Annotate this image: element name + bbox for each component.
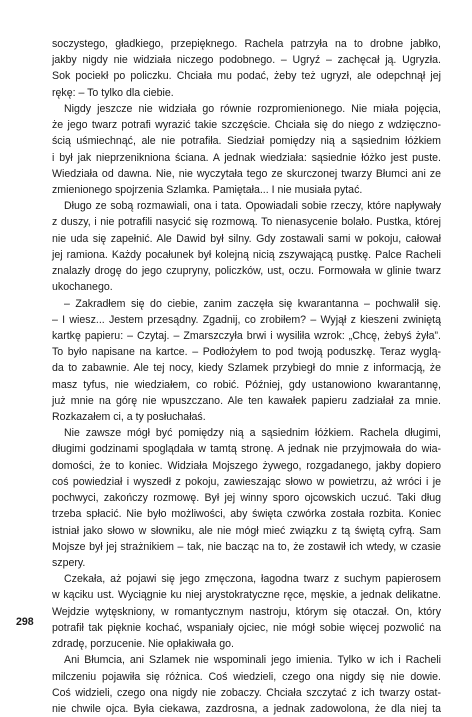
text-line: Nie zawsze mógł być pomiędzy nią a sąsiednim łóżkiem. Rachela długimi,	[64, 427, 441, 440]
text-line: Rozkazałem ci, a ty posłuchałaś.	[52, 411, 206, 424]
text-line: jakby nigdy nie widziała niczego podobnego. – Ugryź – zachęcał ją. Ugryzła.	[52, 54, 441, 67]
text-line: nie chwile ojca. Była ciekawa, zazdrosna, a jednak zadowolona, że dla niej ta	[52, 702, 441, 715]
text-line: – Zakradłem się do ciebie, zanim zaczęła się kwarantanna – pochwalił się.	[64, 297, 441, 310]
text-line: Coś widzieli, czego ona nigdy nie zobaczy. Chciała szczytać z ich twarzy ostat-	[52, 686, 441, 699]
text-line: Wiedziała od dawna. Nie, nie wyczytała tego ze skurczonej twarzy Błumci ani ze	[52, 167, 441, 180]
text-line: Nigdy jeszcze nie widziała go równie rozpromienionego. Nie miała pojęcia,	[64, 102, 441, 115]
text-line: soczystego, gładkiego, przepięknego. Rachela patrzyła na to drobne jabłko,	[52, 38, 441, 50]
text-line: pochwyci, zakończy rozmowę. Był jej winny sporo ojcowskich uczuć. Taki dług	[52, 492, 441, 505]
text-line: w kąciku ust. Wyciągnie ku niej arystokratyczne ręce, męskie, a jednak delikatne.	[52, 589, 441, 602]
text-line: Czekała, aż pojawi się jego zmęczona, łagodna twarz z suchym papierosem	[64, 573, 441, 586]
text-line: rękę: – To tylko dla ciebie.	[52, 86, 174, 99]
text-line: szpery.	[52, 557, 86, 569]
text-line: znalazły drogę do jego czupryny, policzków, ust, oczu. Formowała w glinie twarz	[52, 265, 441, 278]
text-line: trzeba spłacić. Nie było możliwości, aby święta czwórka została rozbita. Koniec	[52, 508, 441, 521]
text-line: kartkę papieru: – Czytaj. – Zmarszczyła brwi i wysiliła wzrok: „Chcę, żebyś żyła”.	[52, 329, 441, 342]
text-line: że jego twarz potrafi wyrazić takie szczęście. Chciała się do niego z wdzięczno-	[52, 119, 441, 132]
text-line: domości, że to koniec. Widziała Mojszego żywego, rozgadanego, jakby dopiero	[52, 459, 441, 472]
text-line: – I wiesz... Jestem przesądny. Zgadnij, co zrobiłem? – Wyjął z kieszeni zwiniętą	[52, 313, 441, 326]
text-line: coś powiedział i wyszedł z pokoju, zawieszając słowo w powietrzu, aż wróci i je	[52, 475, 441, 488]
text-line: milczeniu pojawiła się różnica. Coś wiedzieli, czego ona nigdy się nie dowie.	[52, 670, 441, 683]
text-line: już mnie na górę nie wpuszczano. Ale ten kawałek papieru zadziałał za mnie.	[52, 394, 441, 407]
text-line: z duszy, i nie potrafili nasycić się rozmową. To nienasycenie bolało. Pustka, której	[52, 216, 441, 229]
text-line: nie uda się zapełnić. Ale Dawid był silny. Gdy zostawali sami w pokoju, całował	[52, 232, 441, 245]
text-line: da to zabawnie. Ale tej nocy, kiedy Szlamek przybiegł do mnie z informacją, że	[52, 362, 441, 375]
text-line: Ani Błumcia, ani Szlamek nie wspominali jego imienia. Tylko w ich i Racheli	[64, 654, 441, 667]
text-line: istniał jako słowo w słowniku, ale nie mógł mieć związku z tą świętą cyfrą. Sam	[52, 524, 441, 537]
text-line: masz tyfus, nie wiedziałem, co robić. Później, gdy ustanowiono kwarantannę,	[52, 378, 441, 391]
text-line: ukochanego.	[52, 281, 113, 294]
text-line: To było napisane na kartce. – Podłożyłem to pod twoją poduszkę. Teraz wyglą-	[52, 346, 441, 359]
text-line: ścią uśmiechnąć, ale nie potrafiła. Siedział pomiędzy nią a sąsiednim łóżkiem	[52, 135, 441, 148]
text-line: długimi godzinami spoglądała w tamtą stronę. A jednak nie przyjmowała do wia-	[52, 443, 441, 456]
text-line: jej ramiona. Każdy pocałunek był kolejną nicią zszywającą pustkę. Palce Racheli	[52, 248, 441, 261]
text-line: Sok pociekł po policzku. Chciała mu podać, żeby też ugryzł, ale odepchnął jej	[52, 70, 441, 83]
page-number: 298	[16, 616, 34, 628]
text-line: Długo ze sobą rozmawiali, ona i tata. Opowiadali sobie rzeczy, które napływały	[64, 200, 441, 213]
text-line: zmienionego spojrzenia Szlamka. Pamiętała... I nie musiała pytać.	[52, 183, 363, 196]
text-line: Mojsze był jej strażnikiem – tak, nie bacząc na to, że zostawił ich wtedy, w czasie	[52, 540, 441, 553]
text-line: Wejdzie wytęskniony, w romantycznym nastroju, którym się otaczał. On, który	[52, 605, 441, 618]
text-line: potrafił tak pięknie kochać, wspaniały ojciec, nie mógł sobie więcej pozwolić na	[52, 621, 441, 634]
body-text	[52, 36, 441, 717]
text-line: zdradę, porzucenie. Nie opłakiwała go.	[52, 638, 234, 651]
text-line: i był jak nieprzenikniona ściana. A jednak wiedziała: sąsiednie łóżko jest puste.	[52, 151, 441, 164]
